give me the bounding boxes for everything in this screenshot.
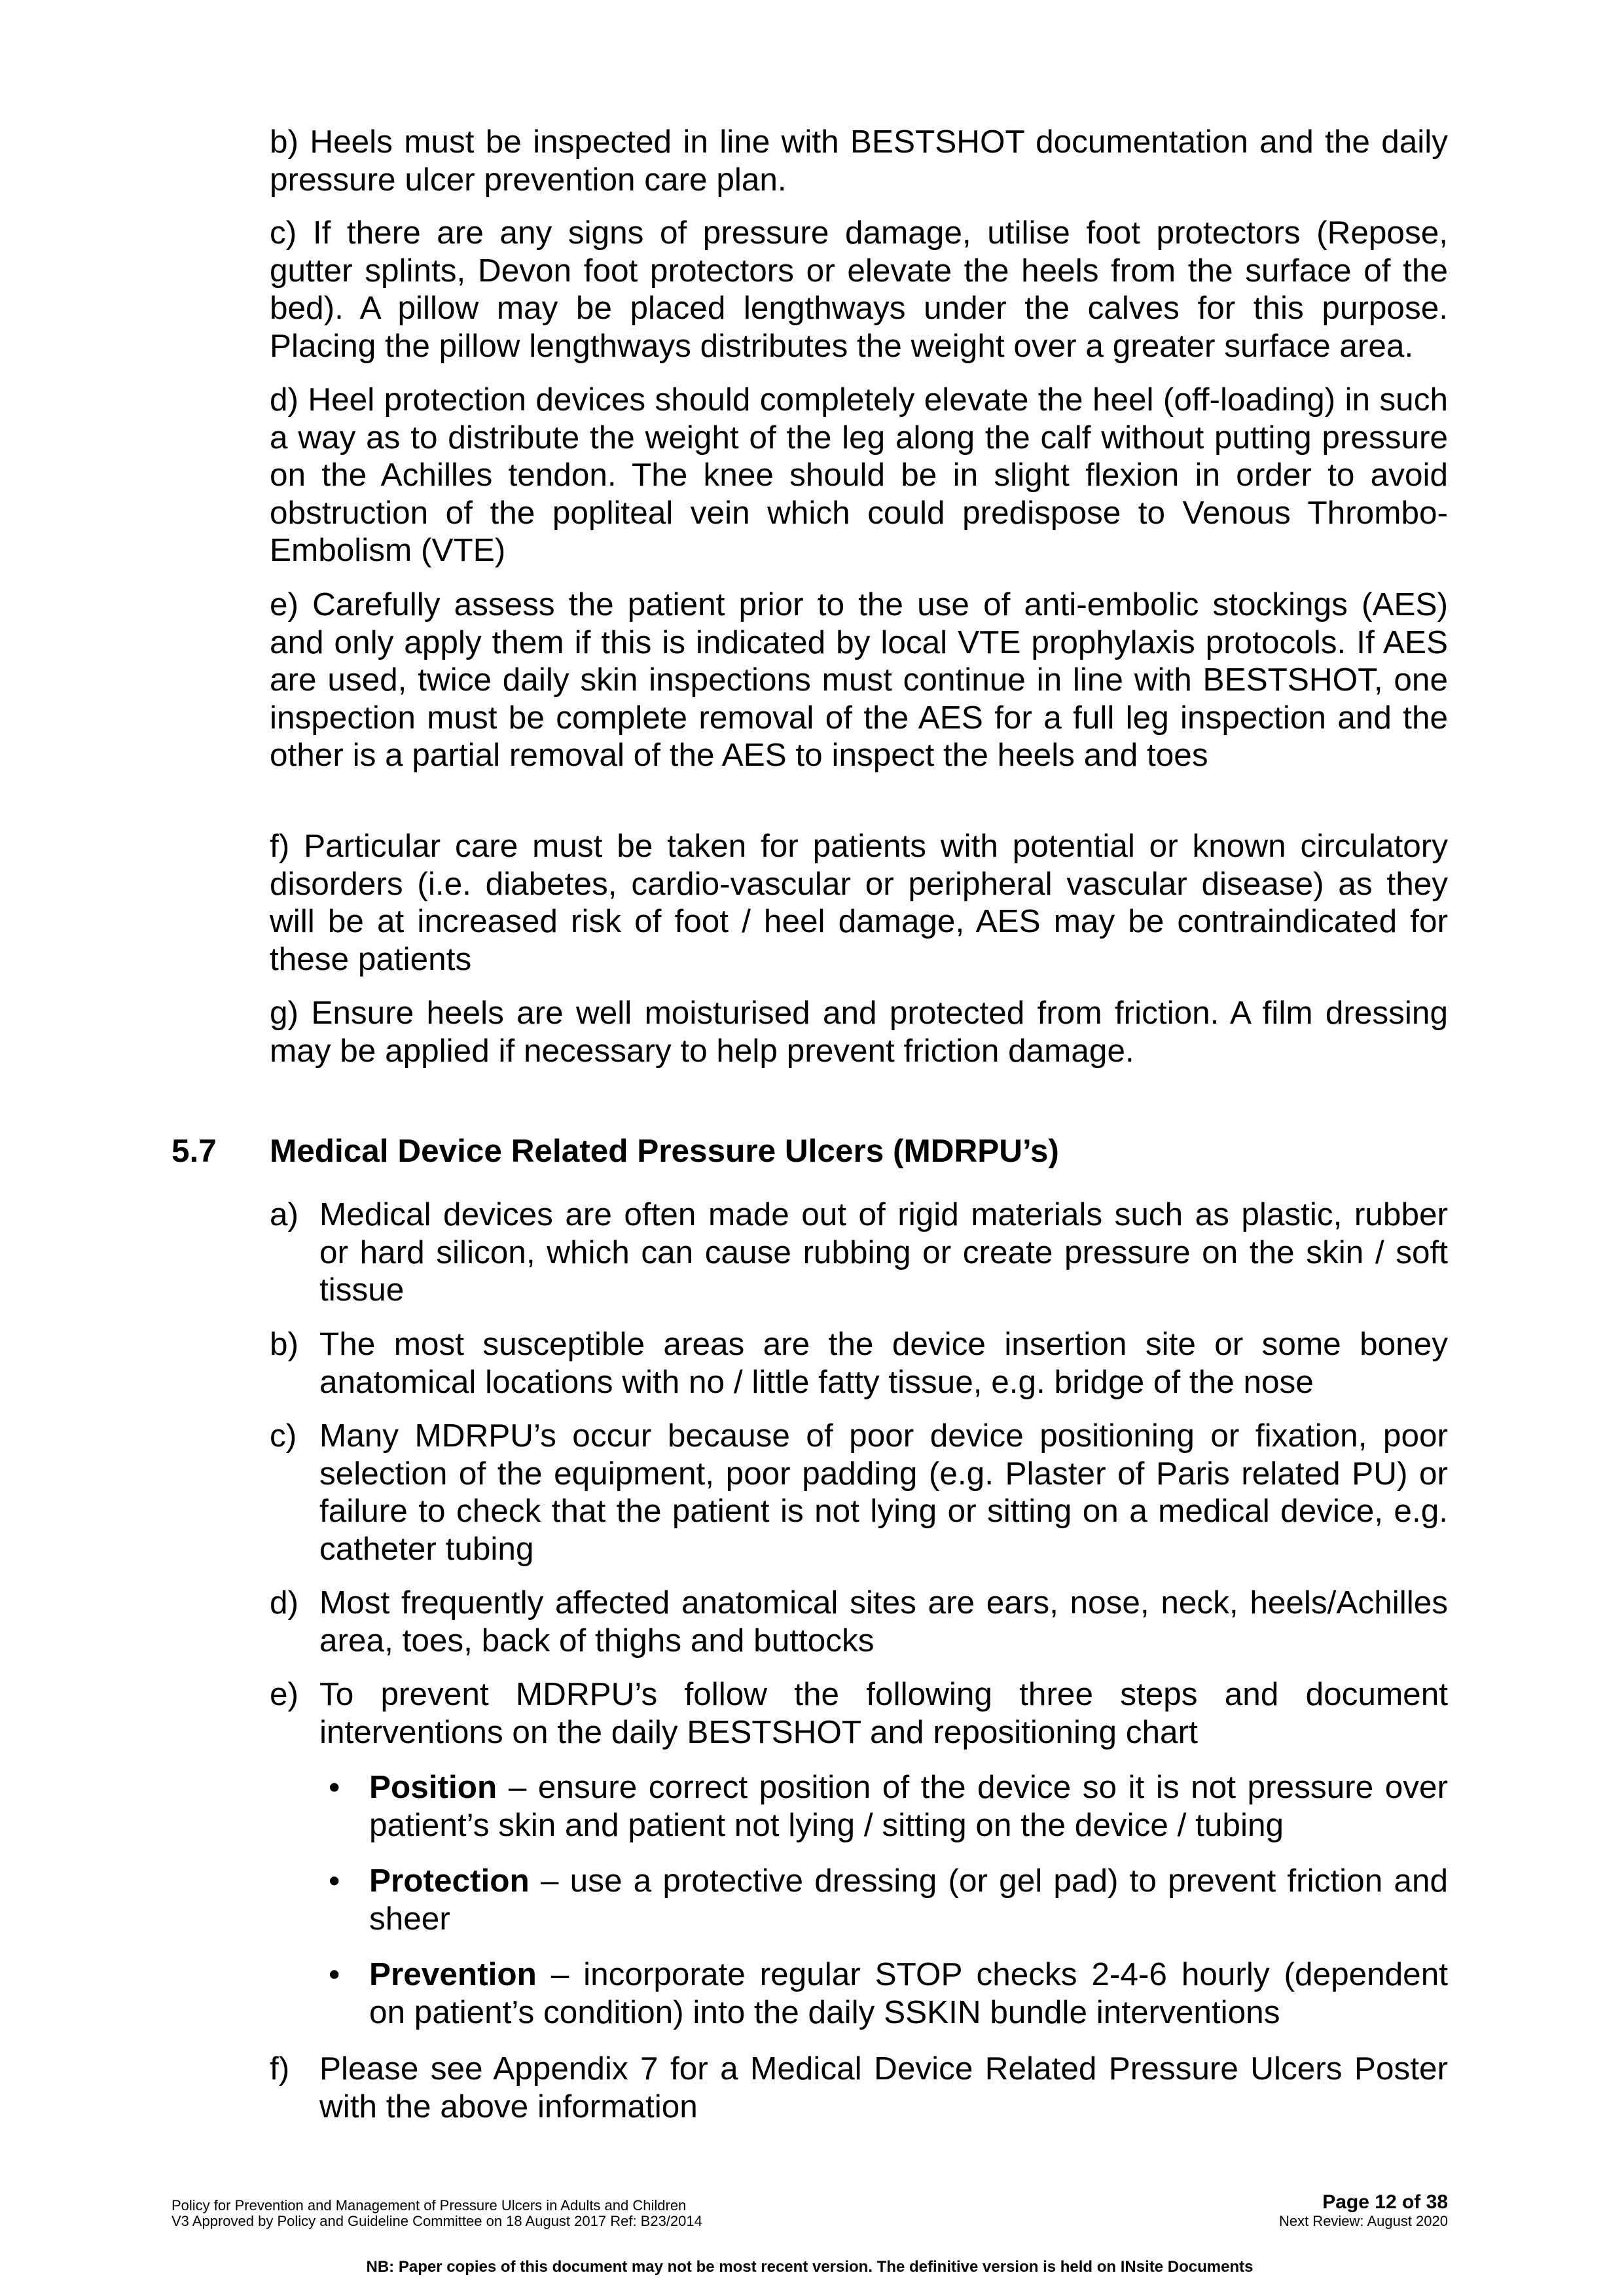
- list-item-text: Many MDRPU’s occur because of poor device positioning or fixation, poor selection of the equipment, poor padding (e.g. Plaster of Paris related PU) or failure to check that the patient is not lying or sitting on a medical device, e.g. catheter tubing: [319, 1418, 1448, 1567]
- list-item-text: Medical devices are often made out of rigid materials such as plastic, rubber or hard silicon, which can cause rubbing or create pressure on the skin / soft tissue: [319, 1196, 1448, 1308]
- paragraph-b-heels-inspection: b) Heels must be inspected in line with BESTSHOT documentation and the daily pressure ulcer prevention care plan.: [270, 124, 1448, 198]
- bullet-term: Protection: [369, 1863, 530, 1899]
- bullet-text: [369, 1956, 1448, 2031]
- page-number: Page 12 of 38: [1322, 2191, 1448, 2213]
- bullet-description: – ensure correct position of the device so it is not pressure over patient’s skin and patient not lying / sitting on the device / tubing: [369, 1769, 1448, 1843]
- list-item-label: f): [270, 2051, 290, 2087]
- bullet-description: – use a protective dressing (or gel pad) to prevent friction and sheer: [369, 1863, 1448, 1937]
- footer-next-review: Next Review: August 2020: [1278, 2213, 1448, 2229]
- paragraph-g-moisturise-heels: g) Ensure heels are well moisturised and protected from friction. A film dressing may be applied if necessary to help prevent friction damage.: [270, 995, 1448, 1069]
- list-item-text: The most susceptible areas are the device insertion site or some boney anatomical locations with no / little fatty tissue, e.g. bridge of the nose: [319, 1326, 1448, 1400]
- footer-approval: V3 Approved by Policy and Guideline Committee on 18 August 2017 Ref: B23/2014: [171, 2213, 702, 2229]
- list-item-text: Please see Appendix 7 for a Medical Device Related Pressure Ulcers Poster with the above information: [319, 2051, 1448, 2125]
- paragraph-d-heel-protection: d) Heel protection devices should completely elevate the heel (off-loading) in such a way as to distribute the weight of the leg along the calf without putting pressure on the Achilles tendon. The knee should be in slight flexion in order to avoid obstruction of the popliteal vein which could predispose to Venous Thrombo-Embolism (VTE): [270, 382, 1448, 568]
- list-item-label: a): [270, 1196, 299, 1232]
- list-item-text: Most frequently affected anatomical sites are ears, nose, neck, heels/Achilles area, toes, back of thighs and buttocks: [319, 1585, 1448, 1659]
- bullet-description: – incorporate regular STOP checks 2-4-6 hourly (dependent on patient’s condition) into the daily SSKIN bundle interventions: [369, 1956, 1448, 2030]
- bullet-glyph: •: [329, 1769, 340, 1805]
- list-item-text: To prevent MDRPU’s follow the following three steps and document interventions on the daily BESTSHOT and repositioning chart: [319, 1676, 1448, 1750]
- section-title: Medical Device Related Pressure Ulcers (MDRPU’s): [270, 1133, 1059, 1169]
- list-item-label: c): [270, 1418, 297, 1454]
- bullet-text: [369, 1768, 1448, 1844]
- paragraph-c-foot-protectors: c) If there are any signs of pressure damage, utilise foot protectors (Repose, gutter splints, Devon foot protectors or elevate the heels from the surface of the bed). A pillow may be placed lengthways under the calves for this purpose. Placing the pillow lengthways distributes the weight over a greater surface area.: [270, 215, 1448, 364]
- footer-nb-notice: NB: Paper copies of this document may not be most recent version. The definitive version is held on INsite Documents: [366, 2258, 1254, 2276]
- paragraph-e-anti-embolic-stockings: e) Carefully assess the patient prior to the use of anti-embolic stockings (AES) and only apply them if this is indicated by local VTE prophylaxis protocols. If AES are used, twice daily skin inspections must continue in line with BESTSHOT, one inspection must be complete removal of the AES for a full leg inspection and the other is a partial removal of the AES to inspect the heels and toes: [270, 586, 1448, 773]
- list-item-label: e): [270, 1676, 299, 1712]
- footer-policy-title: Policy for Prevention and Management of Pressure Ulcers in Adults and Children: [171, 2197, 687, 2214]
- list-item-label: d): [270, 1585, 299, 1621]
- bullet-glyph: •: [329, 1956, 340, 1992]
- bullet-glyph: •: [329, 1863, 340, 1899]
- bullet-term: Prevention: [369, 1956, 537, 1992]
- paragraph-f-circulatory-disorders: f) Particular care must be taken for patients with potential or known circulatory disorders (i.e. diabetes, cardio-vascular or peripheral vascular disease) as they will be at increased risk of foot / heel damage, AES may be contraindicated for these patients: [270, 828, 1448, 977]
- bullet-text: [369, 1862, 1448, 1937]
- list-item-label: b): [270, 1326, 299, 1362]
- bullet-term: Position: [369, 1769, 497, 1805]
- section-number: 5.7: [171, 1133, 217, 1169]
